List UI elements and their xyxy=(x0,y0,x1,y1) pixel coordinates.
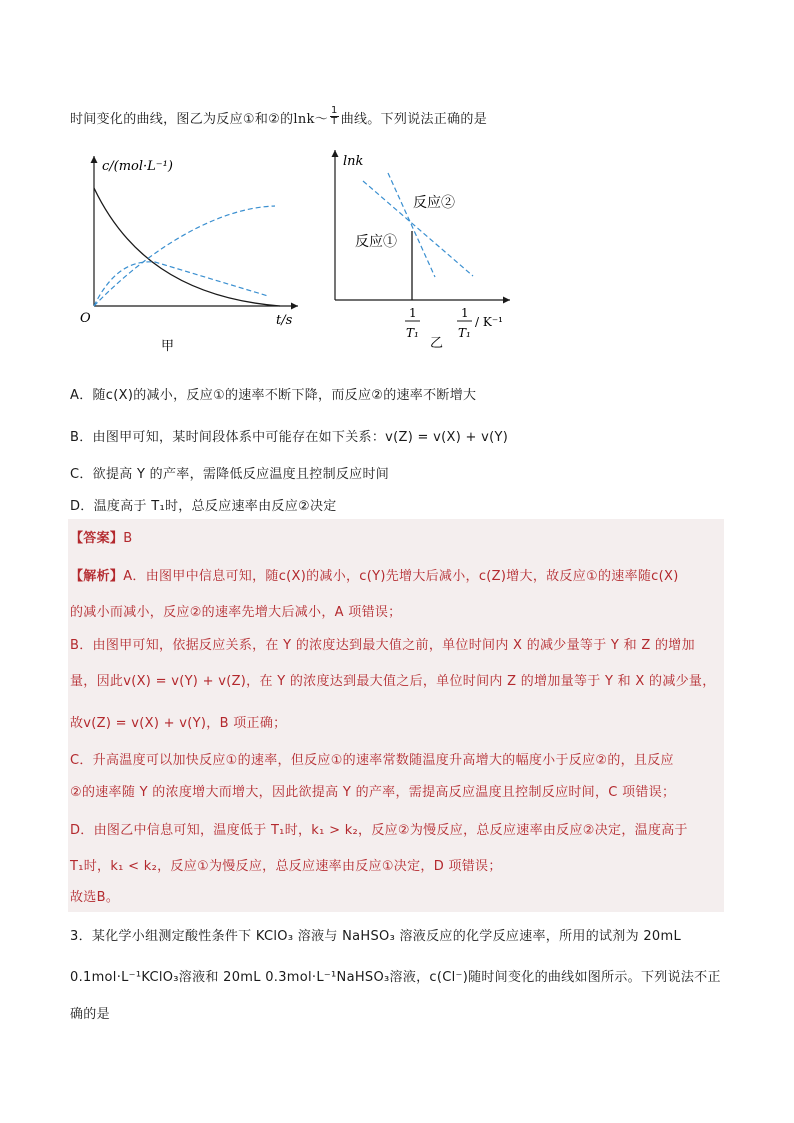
yi-label-reaction-2: 反应② xyxy=(413,195,455,211)
yi-y-label: lnk xyxy=(343,154,364,169)
yi-tick-num: 1 xyxy=(409,306,417,320)
yi-label-reaction-1: 反应① xyxy=(355,234,397,250)
yi-axis-unit: / K⁻¹ xyxy=(475,315,503,329)
jia-x-label: t/s xyxy=(276,313,293,328)
option-a: A．随c(X)的减小，反应①的速率不断下降，而反应②的速率不断增大 xyxy=(70,388,477,403)
yi-axis-num: 1 xyxy=(461,306,469,320)
analysis-line-3: B．由图甲可知，依据反应关系，在 Y 的浓度达到最大值之前，单位时间内 X 的减少量等于 Y 和 Z 的增加 xyxy=(70,638,695,653)
yi-tick-den: T₁ xyxy=(406,326,419,340)
jia-origin: O xyxy=(80,311,91,326)
figure-yi xyxy=(325,145,525,355)
analysis-line-5: 故v(Z) = v(X) + v(Y)，B 项正确； xyxy=(70,716,287,731)
answer-label: 【答案】 xyxy=(70,531,124,546)
option-d: D．温度高于 T₁时，总反应速率由反应②决定 xyxy=(70,499,337,514)
intro-fraction xyxy=(330,106,339,127)
analysis-conclusion: 故选B。 xyxy=(70,890,120,905)
curve-z-dashed xyxy=(94,206,275,306)
analysis-text-1: A．由图甲中信息可知，随c(X)的减小，c(Y)先增大后减小，c(Z)增大，故反应①的速率随c(X) xyxy=(123,569,679,584)
analysis-line-4: 量，因此v(X) = v(Y) + v(Z)，在 Y 的浓度达到最大值之后，单位时间内 Z 的增加量等于 Y 和 X 的减少量， xyxy=(70,674,716,689)
analysis-label: 【解析】 xyxy=(70,569,124,584)
analysis-line-1 xyxy=(70,565,679,584)
figure-jia xyxy=(70,148,320,358)
question3-line-1: 3．某化学小组测定酸性条件下 KClO₃ 溶液与 NaHSO₃ 溶液反应的化学反应速率，所用的试剂为 20mL xyxy=(70,929,681,944)
intro-lnk: lnk～ xyxy=(293,112,329,127)
curve-x-solid xyxy=(94,188,280,306)
question3-line-3: 确的是 xyxy=(70,1007,110,1022)
answer-value: B xyxy=(123,531,133,546)
intro-suffix: 曲线。下列说法正确的是 xyxy=(340,112,488,127)
answer-line xyxy=(70,527,132,546)
analysis-line-8: D．由图乙中信息可知，温度低于 T₁时，k₁ > k₂，反应②为慢反应，总反应速率由反应②决定，温度高于 xyxy=(70,823,688,838)
intro-frac-num: 1 xyxy=(331,105,338,116)
yi-caption: 乙 xyxy=(430,336,444,351)
option-b: B．由图甲可知，某时间段体系中可能存在如下关系：v(Z) = v(X) + v(Y) xyxy=(70,430,509,445)
option-c: C．欲提高 Y 的产率，需降低反应温度且控制反应时间 xyxy=(70,467,390,482)
jia-y-label: c/(mol·L⁻¹) xyxy=(102,159,173,174)
intro-line xyxy=(70,105,488,130)
intro-prefix: 时间变化的曲线，图乙为反应①和②的 xyxy=(70,112,294,127)
analysis-line-6: C．升高温度可以加快反应①的速率，但反应①的速率常数随温度升高增大的幅度小于反应②的，且反应 xyxy=(70,753,674,768)
analysis-line-2: 的减小而减小，反应②的速率先增大后减小，A 项错误； xyxy=(70,605,402,620)
question3-line-2: 0.1mol·L⁻¹KClO₃溶液和 20mL 0.3mol·L⁻¹NaHSO₃溶液，c(Cl⁻)随时间变化的曲线如图所示。下列说法不正 xyxy=(70,970,721,985)
analysis-line-9: T₁时，k₁ < k₂，反应①为慢反应，总反应速率由反应①决定，D 项错误； xyxy=(70,859,502,874)
intro-frac-den: T xyxy=(331,116,338,127)
jia-caption: 甲 xyxy=(161,339,175,354)
curve-y-dashed xyxy=(94,262,268,306)
analysis-line-7: ②的速率随 Y 的浓度增大而增大，因此欲提高 Y 的产率，需提高反应温度且控制反应时间，C 项错误； xyxy=(70,785,676,800)
yi-axis-den: T₁ xyxy=(458,326,471,340)
